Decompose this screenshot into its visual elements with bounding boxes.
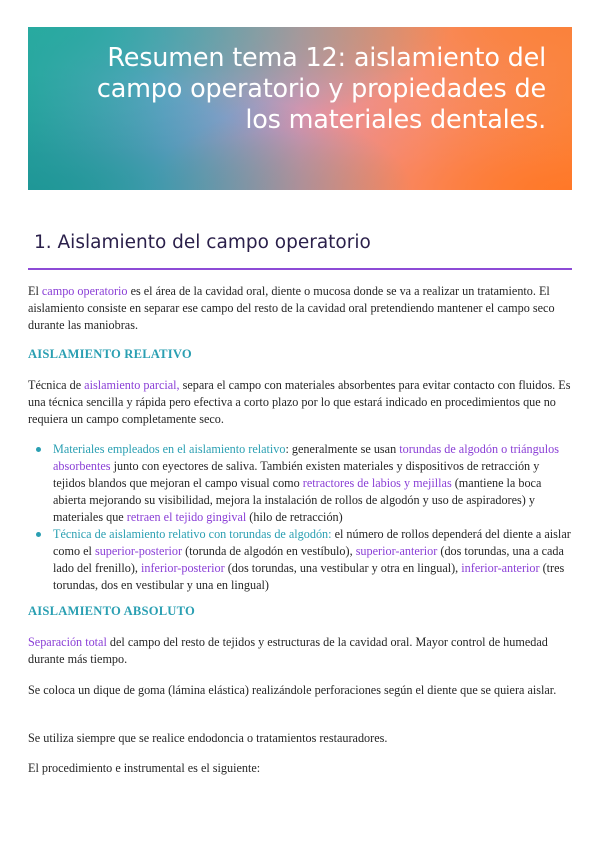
absoluto-paragraph: [28, 634, 573, 668]
text-run: (mantiene la boca abierta mejorando su visibilidad, mejora la instalación de rollos de algodón y uso de aspiradores) y materiales que: [53, 476, 542, 524]
highlight-term: superior-posterior: [94, 544, 183, 558]
text-run: Técnica de: [28, 378, 85, 392]
text-run: (tres torundas, dos en vestibular y una en lingual): [53, 561, 565, 592]
text-run: del campo del resto de tejidos y estructuras de la cavidad oral. Mayor control de humedad durante más tiempo.: [28, 635, 548, 666]
highlight-term: torundas de algodón o triángulos absorbentes: [53, 442, 559, 473]
procedimiento-paragraph: El procedimiento e instrumental es el siguiente:: [28, 761, 261, 775]
bullet-lead: Materiales empleados en el aislamiento relativo: [53, 442, 286, 456]
bullet-lead: Técnica de aislamiento relativo con torundas de algodón:: [53, 527, 332, 541]
subheading-absoluto: AISLAMIENTO ABSOLUTO: [28, 604, 195, 618]
highlight-term: inferior-anterior: [461, 561, 540, 575]
text-run: El: [28, 284, 42, 298]
highlight-term: retractores de labios y mejillas: [302, 476, 452, 490]
subheading-relativo: AISLAMIENTO RELATIVO: [28, 347, 192, 361]
highlight-term: Separación total: [28, 635, 107, 649]
highlight-term: inferior-posterior: [141, 561, 225, 575]
text-run: el número de rollos dependerá del diente a aislar como el: [53, 527, 571, 558]
relativo-paragraph: [28, 377, 573, 428]
text-run: (dos torundas, una vestibular y otra en lingual),: [224, 561, 462, 575]
list-item: [28, 526, 573, 594]
text-run: (torunda de algodón en vestíbulo),: [182, 544, 356, 558]
dique-paragraph: Se coloca un dique de goma (lámina elástica) realizándole perforaciones según el diente que se quiera aislar.: [28, 683, 557, 697]
highlight-term: aislamiento parcial,: [84, 378, 180, 392]
title-banner: [28, 27, 572, 190]
document-title: Resumen tema 12: aislamiento del campo operatorio y propiedades de los materiales dentales.: [96, 43, 546, 135]
text-run: separa el campo con materiales absorbentes para evitar contacto con fluidos. Es una técnica sencilla y rápida pero efectiva a corto plazo por lo que estará indicado en procedimientos que no requiera un campo completamente seco.: [28, 378, 571, 426]
highlight-term: superior-anterior: [355, 544, 438, 558]
intro-paragraph: [28, 283, 573, 334]
uso-paragraph: Se utiliza siempre que se realice endodoncia o tratamientos restauradores.: [28, 731, 388, 745]
highlight-term: retraen el tejido gingival: [126, 510, 247, 524]
relativo-bullet-list: [28, 441, 573, 594]
highlight-term: campo operatorio: [41, 284, 128, 298]
list-item: [28, 441, 573, 526]
text-run: : generalmente se usan: [285, 442, 400, 456]
section-heading: 1. Aislamiento del campo operatorio: [34, 232, 371, 253]
text-run: junto con eyectores de saliva. También existen materiales y dispositivos de retracción y tejidos blandos que mejoran el campo visual como: [53, 459, 540, 490]
text-run: es el área de la cavidad oral, diente o mucosa donde se va a realizar un tratamiento. El aislamiento consiste en separar ese campo del resto de la cavidad oral pretendiendo mantener el campo seco durante las maniobras.: [28, 284, 555, 332]
text-run: (dos torundas, una a cada lado del frenillo),: [53, 544, 564, 575]
section-divider: [28, 268, 572, 270]
text-run: (hilo de retracción): [246, 510, 343, 524]
